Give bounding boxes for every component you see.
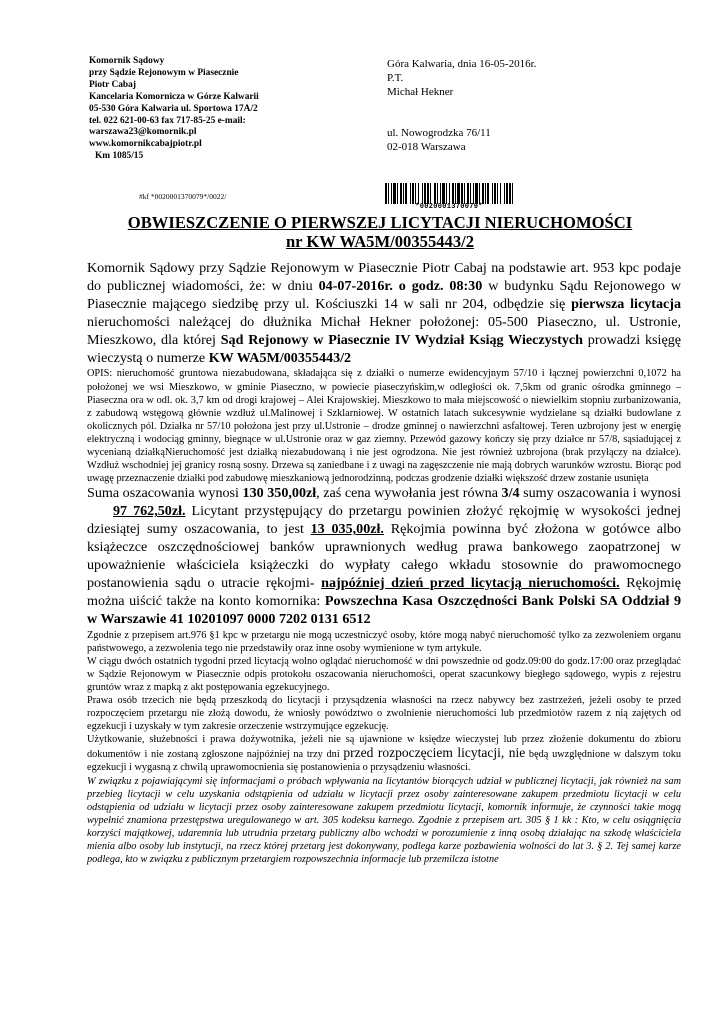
letterhead-line: tel. 022 621-00-63 fax 717-85-25 e-mail: [89, 115, 246, 126]
address-city: 02-018 Warszawa [387, 141, 466, 153]
third-party-rights-paragraph: Prawa osób trzecich nie będą przeszkodą do licytacji i przysądzenia własności na rzecz nabywcy bez zastrzeżeń, jeżeli osoby te przed rozpoczęciem przetargu nie złożą dowodu, że wniosły powództwo o zwolnienie nieruchomości lub przedmiotów razem z nią zajętych od egzekucji i uzyskały w tym zakresie orzeczenie wstrzymujące egzekucję. [87, 695, 681, 733]
valuation-sum: 130 350,00zł [242, 485, 317, 502]
usage-rights-paragraph [87, 733, 681, 774]
recipient-address [387, 126, 491, 154]
valuation-text: sumy oszacowania i wynosi [519, 485, 682, 502]
pt-label: P.T. [387, 72, 404, 84]
place-date: Góra Kalwaria, dnia 16-05-2016r. [387, 58, 537, 70]
barcode-icon [385, 183, 513, 204]
letterhead-line: Komornik Sądowy [89, 56, 165, 66]
valuation-text: , zaś cena wywołania jest równa [316, 485, 502, 502]
barcode-number: *0020001370079* [415, 203, 483, 211]
bank-account: Powszechna Kasa Oszczędności Bank Polski SA Oddział 9 w Warszawie 41 10201097 0000 7202 0131 6512 [87, 592, 681, 627]
auction-type: pierwsza licytacja [571, 295, 682, 312]
auction-date: 04-07-2016r. o godz. 08:30 [318, 277, 483, 294]
letterhead-email: warszawa23@komornik.pl [89, 127, 197, 138]
letterhead-line: Piotr Cabaj [89, 79, 136, 90]
property-description: OPIS: nieruchomość gruntowa niezabudowana, składająca się z działki o numerze ewidencyjnym 57/10 i łącznej powierzchni 0,1072 ha położonej we wsi Mieszkowo, w gminie Piaseczno, w powiecie piaseczyńskim,w odległości ok. 7,5km od granic ośrodka gminnego – Piaseczna ora w odl. ok. 3,7 km od drogi krajowej – Alei Krajowskiej. Mieszkowo to mała miejscowość o niewielkim stopniu zurbanizowania, z zabudową wstęgową głównie wzdłuż ul.Malinowej i Szklarniowej. W ostatnich latach sukcesywnie wydzielane są działki budowlane z okolicznych pól. Działka nr 57/10 położona jest przy ul.Ustronie – drodze gminnej o nawierzchni asfaltowej. Teren uzbrojony jest w energię elektryczną i wodociąg gminny, biegnące w ul.Ustronie oraz w gaz ziemny. Przewód gazowy kończy się przy działce nr 57/8, sąsiadującej z wycenianą działkąNieruchomość jest działką niezabudowaną i nie jest ogrodzona. Nie jest również uzbrojona (brak przyłączy na działce). Wzdłuż wschodniej jej granicy rosną sosny. Drzewa są zaniedbane i z uwagi na zagęszczenie nie mają dobrych warunków wzrostu. Biorąc pod uwagę przeznaczenie działki pod zabudowę mieszkaniową jednorodzinną, podczas grodzenie działki większość drzew zostanie usunięta [87, 368, 681, 485]
recipient-name: Michał Hekner [387, 86, 454, 98]
art976-paragraph: Zgodnie z przepisem art.976 §1 kpc w przetargu nie mogą uczestniczyć osoby, które mogą nabyć nieruchomość tylko za zezwoleniem organu państwowego, a zezwolenia tego nie przedstawiły oraz inne osoby wymienione w tym artykule. [87, 629, 681, 654]
letterhead-line: Kancelaria Komornicza w Górze Kalwarii [89, 91, 259, 102]
valuation-text: Licytant przystępujący do przetargu powinien złożyć rękojmię w wysokości jednej dziesiątej sumy oszacowania, to jest [87, 503, 681, 538]
court-name: Sąd Rejonowy w Piasecznie IV Wydział Ksiąg Wieczystych [220, 331, 583, 348]
criminal-warning-paragraph: W związku z pojawiającymi się informacjami o próbach wpływania na licytantów biorących udział w publicznej licytacji, jak również na sam przebieg licytacji w celu uzyskania odstąpienia od udziału w licytacji przez osoby zainteresowane zakupem przedmiotu licytacji w celu odstąpienia od udziału w licytacji przez osoby zainteresowane zakupem przedmiotu licytacji, komornik informuje, że czynności takie mogą wypełnić znamiona przestępstwa uregulowanego w art. 305 kodeksu karnego. Zgodnie z przepisem art. 305 § 1 kk : Kto, w celu osiągnięcia korzyści majątkowej, udaremnia lub utrudnia przetarg publiczny albo wchodzi w porozumienie z inną osobą działając na szkodę właściciela mienia albo osoby lub instytucji, na rzecz której przetarg jest dokonywany, podlega karze pozbawienia wolności do lat 3. § 2. Tej samej karze podlega, kto w związku z publicznym przetargiem rozpowszechnia informacje lub przemilcza istotne [87, 775, 681, 866]
intro-text: nieruchomości należącej do dłużnika Michał Hekner położonej: 05-500 Piaseczno, ul. Ustronie, Mieszkowo, dla której [87, 313, 681, 348]
intro-text: Komornik Sądowy przy Sądzie Rejonowym w Piasecznie Piotr Cabaj na podstawie art. 953 kpc podaje do publicznej wiadomości, że: w dniu [87, 260, 681, 294]
letterhead-line: przy Sądzie Rejonowym w Piasecznie [89, 67, 239, 78]
inspection-paragraph: W ciągu dwóch ostatnich tygodni przed licytacją wolno oglądać nieruchomość w dni powszednie od godz.09:00 do godz.17:00 oraz przeglądać w Sądzie Rejonowym w Piasecznie odpis protokołu oszacowania nieruchomości, operat szacunkowy biegłego sądowego, wypis z rejestru gruntów wraz z mapką z akt postępowania egzekucyjnego. [87, 655, 681, 693]
valuation-text: Rękojmię można uiścić także na konto komornika: [87, 574, 681, 609]
letterhead-website: www.komornikcabajpiotr.pl [89, 139, 202, 150]
bailiff-letterhead [89, 56, 314, 163]
usage-text: będą uwzględnione w dalszym toku egzekucji i wygasną z chwilą uprawomocnienia się postanowienia o przysądzeniu własności. [87, 749, 682, 774]
starting-price: 97 762,50zł. [113, 503, 186, 520]
notice-body [87, 260, 681, 866]
deposit-deadline: najpóźniej dzień przed licytacją nieruchomości. [321, 574, 620, 591]
land-register-number: KW WA5M/00355443/2 [208, 349, 352, 366]
valuation-text: Rękojmia powinna być złożona w gotówce albo książeczce oszczędnościowej banków uprawnionych według prawa bankowego zaopatrzonej w upoważnienie właściciela książeczki do wypłaty całego wkładu stosownie do prawomocnego postanowienia sądu o utracie rękojmi- [87, 521, 681, 591]
valuation-text: Suma oszacowania wynosi [87, 485, 243, 502]
document-code: #kf *0020001370079*/0022/ [139, 192, 227, 201]
deposit-amount: 13 035,00zł. [310, 521, 384, 538]
notice-title-line1: OBWIESZCZENIE O PIERWSZEJ LICYTACJI NIERUCHOMOŚCI [127, 213, 633, 232]
intro-text: w budynku Sądu Rejonowego w Piasecznie mającego siedzibę przy ul. Kościuszki 14 w sali nr 204, odbędzie się [87, 277, 681, 312]
usage-text-large: przed rozpoczęciem licytacji, nie [343, 745, 526, 761]
notice-title [80, 213, 680, 251]
price-fraction: 3/4 [501, 485, 520, 502]
case-reference: Km 1085/15 [95, 151, 144, 162]
intro-paragraph [87, 260, 681, 367]
date-block [387, 57, 536, 99]
notice-title-line2: nr KW WA5M/00355443/2 [285, 232, 475, 251]
usage-text: Użytkowanie, służebności i prawa dożywotnika, jeżeli nie są ujawnione w księdze wieczystej lub przez złożenie dokumentu do zbioru dokumentów i nie zostaną zgłoszone najpóźniej na trzy dni [87, 734, 681, 761]
address-street: ul. Nowogrodzka 76/11 [387, 127, 491, 139]
valuation-paragraph [87, 485, 681, 628]
intro-text: prowadzi księgę wieczystą o numerze [87, 331, 681, 366]
letterhead-line: 05-530 Góra Kalwaria ul. Sportowa 17A/2 [89, 103, 258, 114]
